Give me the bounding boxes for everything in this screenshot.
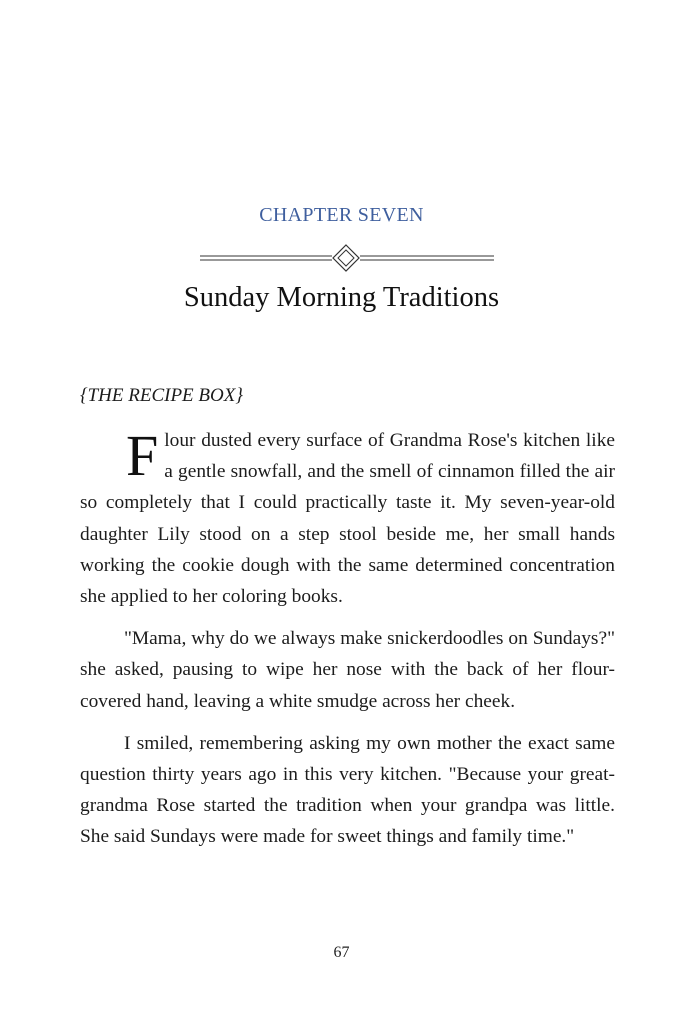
paragraph-3: I smiled, remembering asking my own mother the exact same question thirty years ago in this very kitchen. "Because your great-grandma Rose started the tradition when your grandpa was little. She said Sundays were made for sweet things and family time."	[80, 732, 615, 848]
chapter-body	[80, 425, 615, 864]
diamond-divider-icon	[196, 242, 496, 276]
paragraph-1-text: lour dusted every surface of Grandma Rose's kitchen like a gentle snowfall, and the smell of cinnamon filled the air so completely that I could practically taste it. My seven-year-old daughter Lily stood on a step stool beside me, her small hands working the cookie dough with the same determined concentration she applied to her coloring books.	[80, 430, 615, 608]
drop-cap: F	[126, 423, 159, 488]
chapter-label: CHAPTER SEVEN	[259, 204, 424, 226]
chapter-title: Sunday Morning Traditions	[183, 282, 500, 313]
paragraph-1	[80, 425, 615, 612]
page-number: 67	[333, 944, 350, 961]
paragraph-2: "Mama, why do we always make snickerdoodles on Sundays?" she asked, pausing to wipe her nose with the back of her flour-covered hand, leaving a white smudge across her cheek.	[80, 628, 615, 712]
section-heading: {THE RECIPE BOX}	[80, 385, 243, 406]
